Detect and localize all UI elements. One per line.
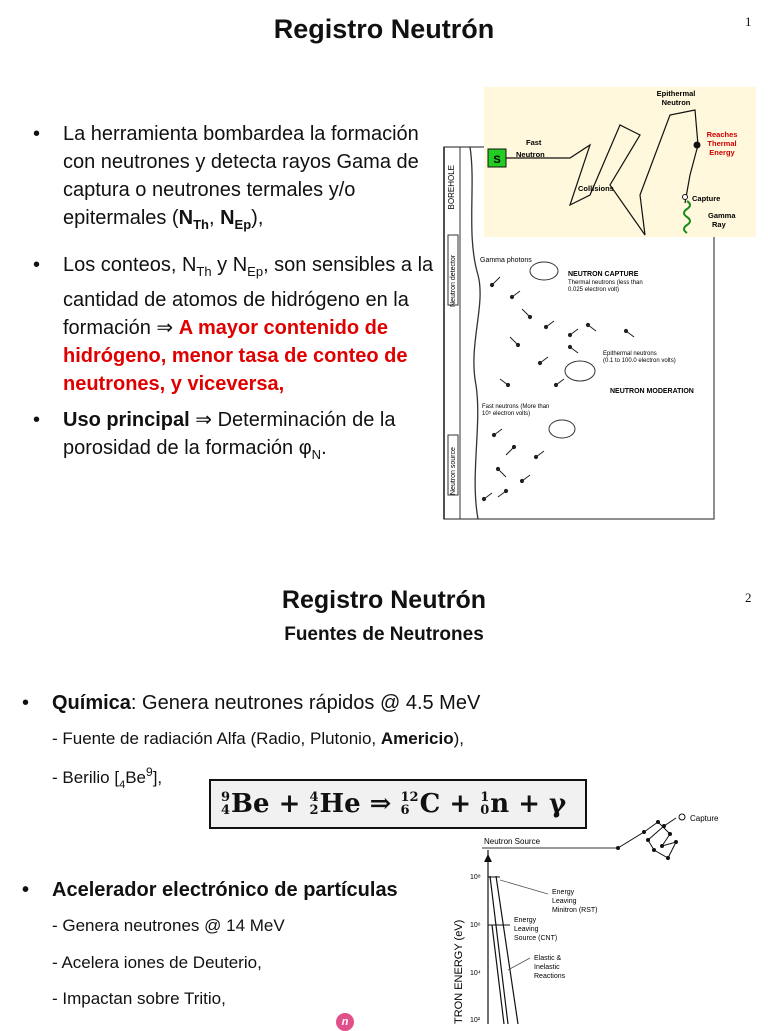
capture-desc-1: Thermal neutrons (less than [568, 280, 643, 286]
slide2-title: Registro Neutrón [281, 586, 487, 614]
berilio-line: - Berilio $[_4Be^9]$, [52, 765, 163, 791]
epithermal-label-2: Neutron [661, 98, 691, 107]
fast-label-2: Neutron [516, 150, 545, 159]
bullet-dot: • [33, 409, 41, 431]
neutron-energy-chart [448, 810, 766, 1024]
capture-path-dots [616, 820, 678, 860]
nuclear-equation: 9 4 Be + 4 2 He ⇒ 12 6 C + 1 0 n + γ [209, 779, 587, 829]
moderation-label: NEUTRON MODERATION [610, 388, 694, 395]
slide1-page-number: 1 [745, 14, 752, 29]
capture-point [683, 195, 688, 200]
alfa-line: - Fuente de radiación Alfa (Radio, Plutonio, Americio), [52, 729, 465, 748]
energy-decay-lines [490, 876, 518, 1024]
borehole-label: BOREHOLE [447, 165, 456, 210]
collisions-label: Collisions [578, 184, 614, 193]
bullet-dot: • [22, 879, 30, 901]
epithermal-desc-2: (0.1 to 100.0 electron volts) [603, 358, 676, 364]
slide1-title: Registro Neutrón [273, 14, 495, 44]
minitron-label-2: Leaving [552, 898, 577, 905]
slide1-bullet-3: • Uso principal ⇒ Determinación de la porosidad de la formación $\varphi_N$. [63, 406, 438, 469]
cnt-label-3: Source (CNT) [514, 935, 558, 942]
capture-path [618, 818, 676, 858]
source-label: S [493, 154, 501, 166]
reaches-label-1: Reaches [706, 130, 738, 139]
fast-label-1: Fast [526, 138, 542, 147]
elastic-label-3: Reactions [534, 973, 566, 980]
acelerador-line-2: - Acelera iones de Deuterio, [52, 953, 262, 972]
elastic-label-1: Elastic & [534, 955, 562, 962]
tick-label-1e2: 10² [470, 1017, 481, 1024]
capture-title: NEUTRON CAPTURE [568, 271, 639, 278]
neutron-badge: n [336, 1013, 354, 1031]
slide1-bullet-2: • Los conteos, $N_{Th}$ y $N_{Ep}$, son sensibles a la cantidad de atomos de hidrógeno en la formación ⇒ A mayor contenido de hidrógeno, menor tasa de conteo de neutrones, y viceversa, [63, 251, 438, 398]
neutron-detector-label: Neutron detector [450, 254, 457, 307]
bullet-dot: • [33, 254, 41, 276]
neutron-source-label: Neutron source [450, 447, 457, 495]
gamma-label-1: Gamma [708, 211, 736, 220]
fast-desc-1: Fast neutrons (More than [482, 404, 550, 410]
bullet-dot: • [22, 692, 30, 714]
thermal-point [694, 142, 701, 149]
acelerador-bullet: • Acelerador electrónico de partículas [52, 876, 398, 904]
slide2-page-number: 2 [745, 590, 752, 605]
acelerador-line-3: - Impactan sobre Tritio, [52, 989, 226, 1008]
gamma-label-2: Ray [712, 220, 726, 229]
minitron-label-1: Energy [552, 889, 575, 896]
neutron-logging-figure [440, 85, 758, 525]
chart-capture-label: Capture [690, 814, 719, 823]
capture-desc-2: 0.025 electron volt) [568, 287, 620, 293]
cnt-label-2: Leaving [514, 926, 539, 933]
chart-neutron-source-label: Neutron Source [484, 837, 541, 846]
gamma-photons-label: Gamma photons [480, 257, 532, 264]
fast-desc-2: 10⁵ electron volts) [482, 411, 531, 417]
capture-label: Capture [692, 194, 721, 203]
tick-label-1e6: 10⁶ [470, 922, 481, 929]
bullet-dot: • [33, 123, 41, 145]
reaches-label-3: Energy [709, 148, 735, 157]
tick-label-1e4: 10⁴ [470, 970, 481, 977]
quimica-bullet: • Química: Genera neutrones rápidos @ 4.5 MeV [52, 689, 480, 717]
y-axis-label: TRON ENERGY (eV) [453, 919, 465, 1024]
epithermal-label-1: Epithermal [656, 89, 696, 98]
minitron-label-3: Minitron (RST) [552, 907, 598, 914]
capture-star [679, 814, 685, 820]
elastic-label-2: Inelastic [534, 964, 560, 971]
cnt-label-1: Energy [514, 917, 537, 924]
tick-label-1e8: 10⁸ [470, 874, 481, 881]
reaches-label-2: Thermal [707, 139, 737, 148]
slide1-bullet-1: • La herramienta bombardea la formación con neutrones y detecta rayos Gama de captura o neutrones termales y/o epitermales ($N_{Th}$, $N_{Ep}$), [63, 120, 438, 239]
y-axis-arrow [484, 854, 492, 862]
epithermal-desc-1: Epithermal neutrons [603, 351, 657, 357]
slide2-subtitle: Fuentes de Neutrones [284, 624, 484, 645]
acelerador-line-1: - Genera neutrones @ 14 MeV [52, 916, 285, 935]
